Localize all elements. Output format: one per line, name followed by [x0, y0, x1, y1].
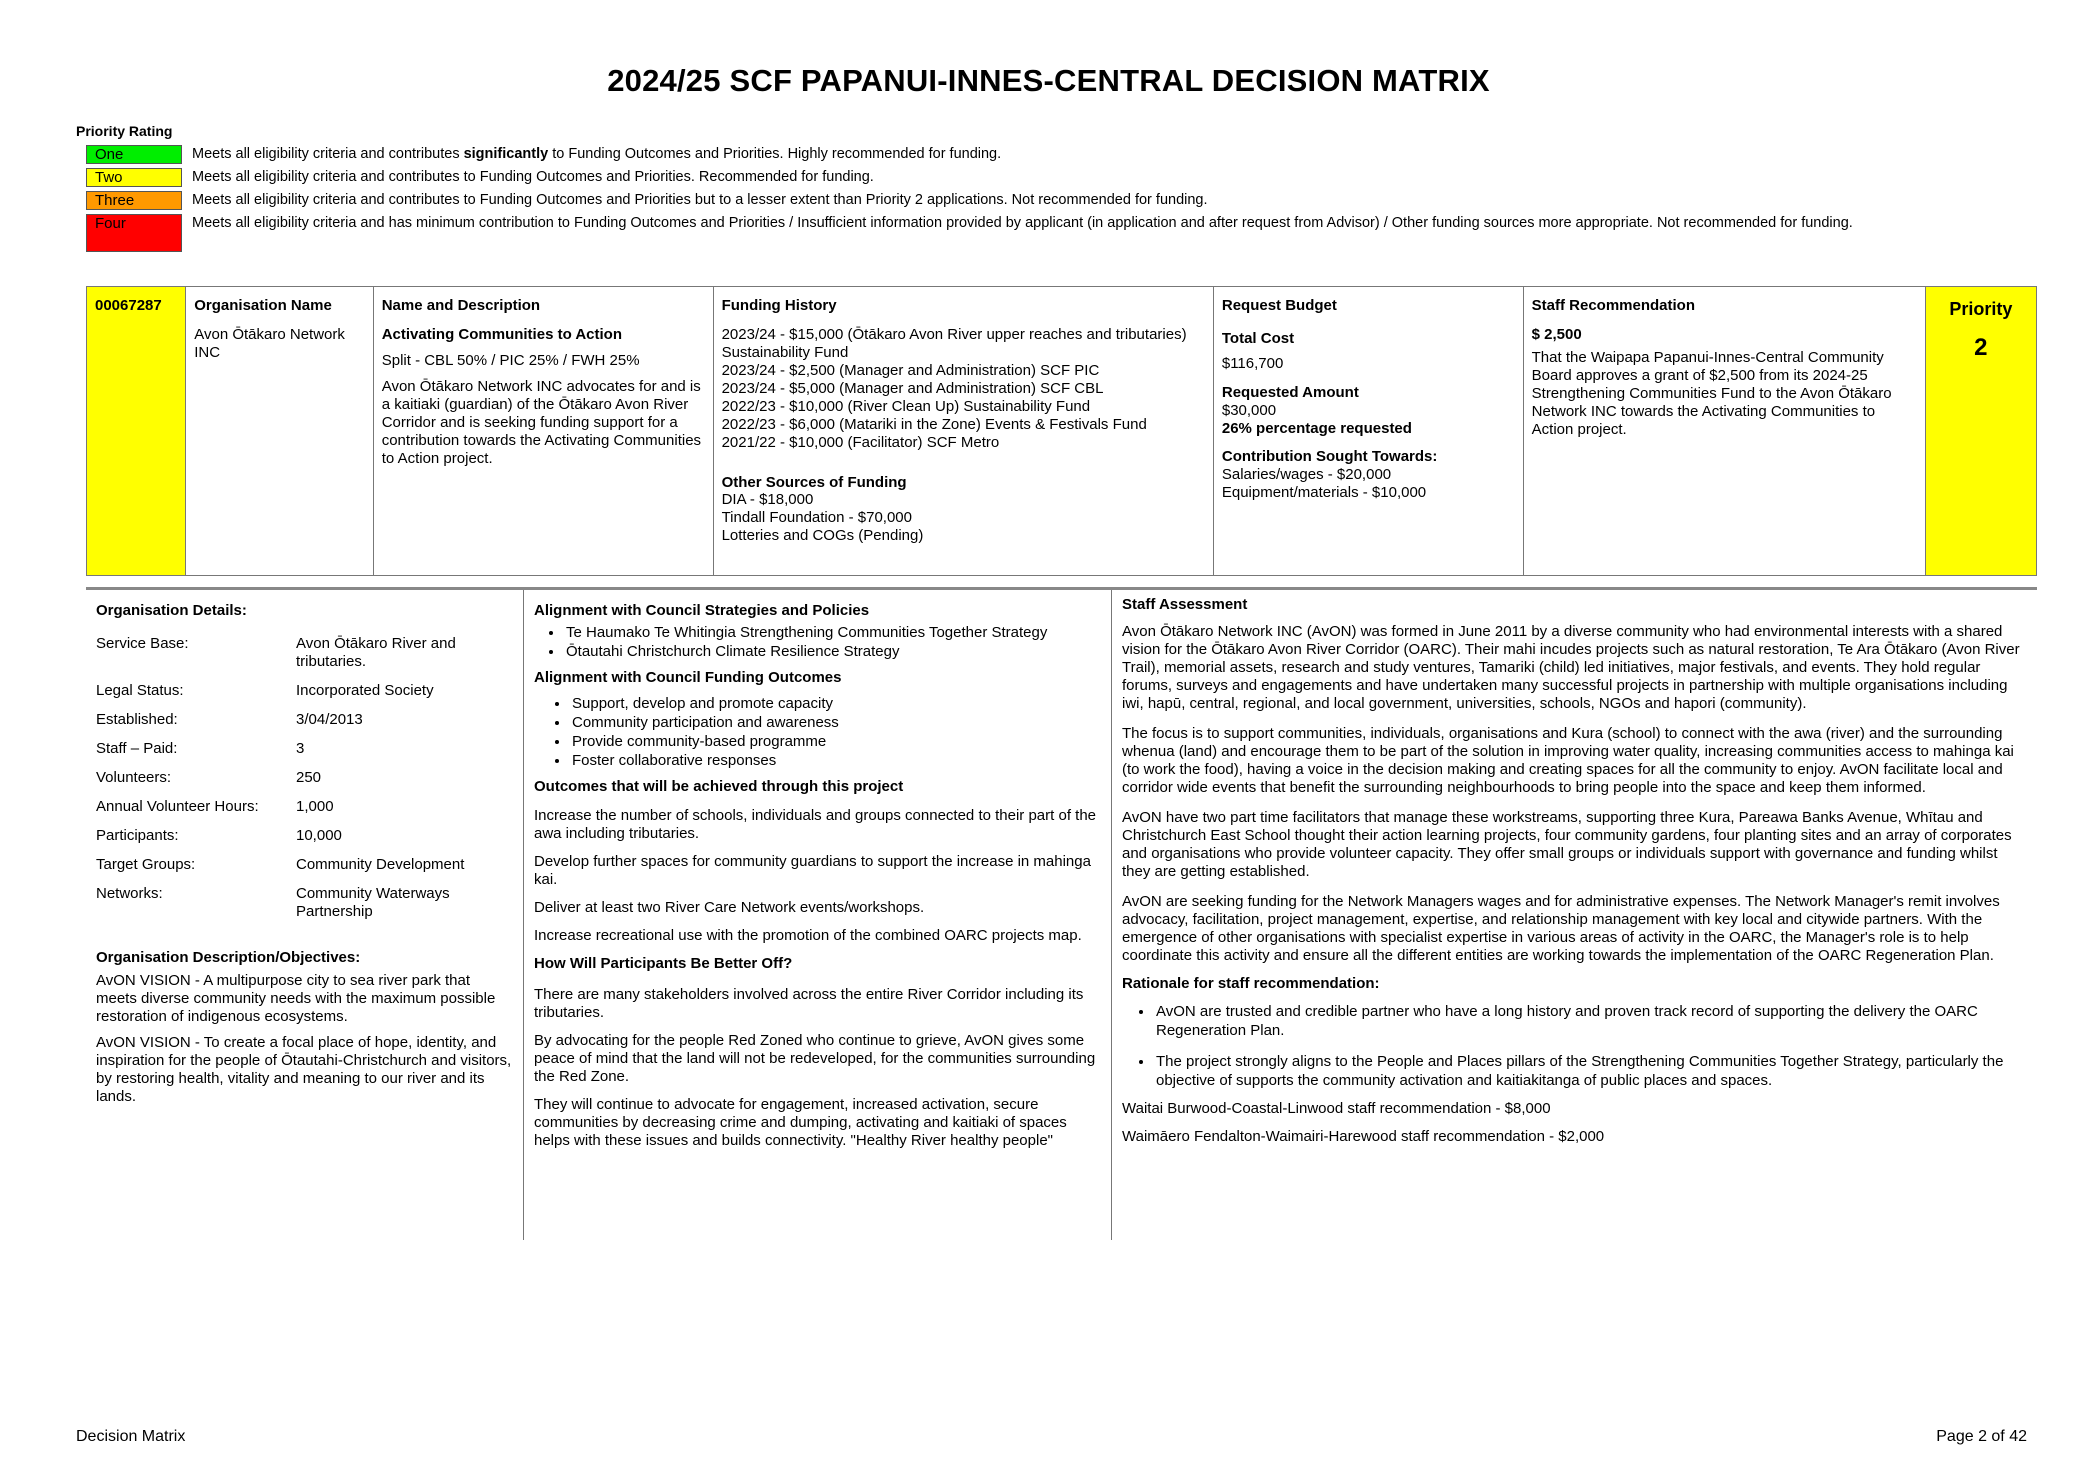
staff-recommendation-text: That the Waipapa Papanui-Innes-Central Community Board approves a grant of $2,500 from its 2024-25 Strengthening Communities Fund to the Avon Ōtākaro Network INC towards the Activating Communities to Action project.	[1531, 349, 1892, 438]
strategies-list	[534, 623, 1101, 661]
contribution-item: Equipment/materials - $10,000	[1221, 484, 1427, 501]
footer-page-number: Page 2 of 42	[1936, 1428, 2027, 1445]
legend-text-three: Meets all eligibility criteria and contributes to Funding Outcomes and Priorities but to a lesser extent than Priority 2 applications. Not recommended for funding.	[192, 192, 1208, 208]
legend-text-two: Meets all eligibility criteria and contributes to Funding Outcomes and Priorities. Recommended for funding.	[192, 169, 874, 185]
footer-document-name: Decision Matrix	[76, 1428, 186, 1445]
list-item: • Community participation and awareness	[570, 713, 1101, 732]
name-description-header: Name and Description	[381, 297, 541, 314]
list-item: • Ōtautahi Christchurch Climate Resilience Strategy	[564, 642, 1101, 661]
total-cost-label: Total Cost	[1221, 330, 1295, 347]
better-off-heading: How Will Participants Be Better Off?	[534, 955, 793, 972]
application-table	[86, 286, 2037, 576]
organisation-details-column	[86, 590, 523, 1240]
achieved-outcome: Increase recreational use with the promotion of the combined OARC projects map.	[534, 927, 1082, 944]
staff-recommendation-cell	[1523, 287, 1925, 576]
funding-history-item: 2021/22 - $10,000 (Facilitator) SCF Metro	[721, 434, 1000, 451]
achieved-outcome: Increase the number of schools, individuals and groups connected to their part of the awa including tributaries.	[534, 807, 1097, 842]
organisation-description-heading: Organisation Description/Objectives:	[96, 949, 361, 966]
detail-row: Target Groups: Community Development	[96, 856, 465, 873]
funding-split: Split - CBL 50% / PIC 25% / FWH 25%	[381, 352, 640, 369]
organisation-header: Organisation Name	[194, 297, 332, 314]
other-source-item: Tindall Foundation - $70,000	[721, 509, 912, 526]
priority-cell	[1925, 287, 2036, 576]
legend-row-two	[86, 168, 1981, 187]
name-description-cell	[373, 287, 713, 576]
detail-row: Annual Volunteer Hours: 1,000	[96, 798, 334, 815]
alignment-column	[523, 590, 1111, 1240]
funding-history-item: 2022/23 - $6,000 (Matariki in the Zone) Events & Festivals Fund	[721, 416, 1147, 433]
rationale-heading: Rationale for staff recommendation:	[1122, 975, 1380, 992]
request-budget-cell	[1213, 287, 1523, 576]
application-id-cell	[87, 287, 186, 576]
list-item: • Foster collaborative responses	[570, 751, 1101, 770]
staff-assessment-heading: Staff Assessment	[1122, 596, 1248, 613]
better-off-paragraph: They will continue to advocate for engagement, increased activation, secure communities by decreasing crime and dumping, activating and kaitiaki of spaces helps with these issues and builds connectivity. "Healthy River healthy people"	[534, 1096, 1067, 1149]
assessment-paragraph: AvON have two part time facilitators that manage these workstreams, supporting three Kura, Pareawa Banks Avenue, Whītau and Christchurch East School thought their action learning projects, four community gardens, four planting sites and an array of corporates and organisations who provide volunteer capacity. They offer small groups or individuals support with governance and funding whilst they are getting established.	[1122, 809, 2012, 880]
list-item: • Provide community-based programme	[570, 732, 1101, 751]
other-source-item: DIA - $18,000	[721, 491, 814, 508]
list-item: • AvON are trusted and credible partner who have a long history and proven track record of supporting the delivery the OARC Regeneration Plan.	[1154, 1002, 2027, 1040]
funding-history-item: 2023/24 - $5,000 (Manager and Administration) SCF CBL	[721, 380, 1104, 397]
assessment-paragraph: AvON are seeking funding for the Network Managers wages and for administrative expenses. The Network Manager's remit involves advocacy, facilitation, project management, expertise, and relationship management with key local and citywide partners. With the emergence of other organisations with specialist expertise in various areas of activity in the OARC, the Manager's role is to help coordinate this activity and ensure all the different entities are working towards the implementation of the OARC Regeneration Plan.	[1122, 893, 2000, 964]
legend-row-three	[86, 191, 1981, 210]
project-description: Avon Ōtākaro Network INC advocates for and is a kaitiaki (guardian) of the Ōtākaro Avon River Corridor and is seeking funding support for a contribution towards the Activating Communities to Action project.	[381, 378, 702, 467]
priority-rating-heading: Priority Rating	[76, 123, 173, 139]
contribution-item: Salaries/wages - $20,000	[1221, 466, 1392, 483]
assessment-paragraph: The focus is to support communities, individuals, organisations and Kura (school) to connect with the awa (river) and the surrounding whenua (land) and encourage them to be part of the solution in improving water quality, increasing communities access to mahinga kai (to work the food), having a voice in the decision making and creating spaces for all the community to enjoy. AvON facilitate local and corridor wide events that benefit the surrounding neighbourhoods to bring people into the space and keep them informed.	[1122, 725, 2014, 796]
list-item: • The project strongly aligns to the People and Places pillars of the Strengthening Communities Together Strategy, particularly the objective of supports the community activation and kaitiakitanga of public places and spaces.	[1154, 1052, 2027, 1090]
legend-row-four	[86, 214, 1981, 252]
rationale-list	[1122, 1002, 2027, 1090]
funding-history-cell	[713, 287, 1213, 576]
other-recommendation: Waimāero Fendalton-Waimairi-Harewood staff recommendation - $2,000	[1122, 1128, 1605, 1145]
swatch-one: One	[86, 145, 182, 164]
list-item: • Support, develop and promote capacity	[570, 694, 1101, 713]
strategies-heading: Alignment with Council Strategies and Policies	[534, 602, 870, 619]
detail-row: Service Base: Avon Ōtākaro River and tributaries.	[96, 635, 456, 670]
total-cost-value: $116,700	[1221, 355, 1284, 372]
achieved-outcome: Deliver at least two River Care Network events/workshops.	[534, 899, 925, 916]
legend-row-one	[86, 145, 1981, 164]
priority-value: 2	[1974, 334, 1988, 361]
funding-outcomes-list	[534, 694, 1101, 770]
requested-amount-label: Requested Amount	[1221, 384, 1359, 401]
list-item: • Te Haumako Te Whitingia Strengthening Communities Together Strategy	[564, 623, 1101, 642]
priority-label: Priority	[1949, 299, 2013, 319]
detail-row: Established: 3/04/2013	[96, 711, 363, 728]
funding-history-item: 2023/24 - $15,000 (Ōtākaro Avon River upper reaches and tributaries) Sustainability Fund	[721, 326, 1187, 361]
page-title: 2024/25 SCF PAPANUI-INNES-CENTRAL DECISION MATRIX	[607, 63, 1490, 98]
funding-history-header: Funding History	[721, 297, 837, 314]
priority-legend	[86, 145, 1981, 256]
other-recommendation: Waitai Burwood-Coastal-Linwood staff recommendation - $8,000	[1122, 1100, 1551, 1117]
request-budget-header: Request Budget	[1221, 297, 1337, 314]
organisation-description: AvON VISION - A multipurpose city to sea river park that meets diverse community needs with the maximum possible restoration of indigenous ecosystems.	[96, 972, 496, 1025]
swatch-three: Three	[86, 191, 182, 210]
legend-text-one: Meets all eligibility criteria and contributes significantly to Funding Outcomes and Priorities. Highly recommended for funding.	[192, 146, 1002, 162]
organisation-name: Avon Ōtākaro Network INC	[194, 326, 345, 361]
achieved-outcome: Develop further spaces for community guardians to support the increase in mahinga kai.	[534, 853, 1091, 888]
requested-amount-value: $30,000	[1221, 402, 1277, 419]
other-source-item: Lotteries and COGs (Pending)	[721, 527, 924, 544]
funding-outcomes-heading: Alignment with Council Funding Outcomes	[534, 669, 842, 686]
staff-recommendation-header: Staff Recommendation	[1531, 297, 1695, 314]
staff-assessment-column	[1111, 590, 2037, 1240]
achieved-outcomes-heading: Outcomes that will be achieved through this project	[534, 778, 904, 795]
better-off-paragraph: By advocating for the people Red Zoned who continue to grieve, AvON gives some peace of mind that the land will not be redeveloped, for the communities surrounding the Red Zone.	[534, 1032, 1096, 1085]
percentage-requested: 26% percentage requested	[1221, 420, 1412, 437]
assessment-paragraph: Avon Ōtākaro Network INC (AvON) was formed in June 2011 by a diverse community who had environmental interests with a shared vision for the Ōtākaro Avon River Corridor (OARC). Their mahi incudes projects such as natural restoration, Te Ara Ōtākaro (Avon River Trail), memorial assets, research and study ventures, Tamariki (child) led initiatives, major festivals, and events. They hold regular forums, surveys and engagements and have undertaken many successful projects in partnership with multiple organisations including iwi, hapū, central, regional, and local government, universities, schools, NGOs and hapori (community).	[1122, 623, 2020, 712]
staff-recommendation-amount: $ 2,500	[1531, 326, 1582, 343]
organisation-cell	[186, 287, 373, 576]
organisation-description: AvON VISION - To create a focal place of hope, identity, and inspiration for the people of Ōtautahi-Christchurch and visitors, by restoring health, vitality and meaning to our river and its lands.	[96, 1034, 512, 1105]
better-off-paragraph: There are many stakeholders involved across the entire River Corridor including its tributaries.	[534, 986, 1084, 1021]
detail-row: Staff – Paid: 3	[96, 740, 305, 757]
detail-row: Legal Status: Incorporated Society	[96, 682, 434, 699]
contribution-label: Contribution Sought Towards:	[1221, 448, 1438, 465]
funding-history-item: 2023/24 - $2,500 (Manager and Administration) SCF PIC	[721, 362, 1100, 379]
organisation-details-heading: Organisation Details:	[96, 602, 247, 619]
swatch-two: Two	[86, 168, 182, 187]
funding-history-item: 2022/23 - $10,000 (River Clean Up) Sustainability Fund	[721, 398, 1091, 415]
detail-row: Volunteers: 250	[96, 769, 322, 786]
other-sources-header: Other Sources of Funding	[721, 474, 907, 491]
application-id: 00067287	[95, 297, 162, 314]
project-name: Activating Communities to Action	[381, 326, 623, 343]
detail-row: Participants: 10,000	[96, 827, 342, 844]
swatch-four: Four	[86, 214, 182, 252]
detail-row: Networks: Community Waterways Partnership	[96, 885, 450, 920]
details-section	[86, 587, 2037, 1240]
legend-text-four: Meets all eligibility criteria and has minimum contribution to Funding Outcomes and Priorities / Insufficient information provided by applicant (in application and after request from Advisor) / Other funding sources more appropriate. Not recommended for funding.	[192, 215, 1853, 231]
